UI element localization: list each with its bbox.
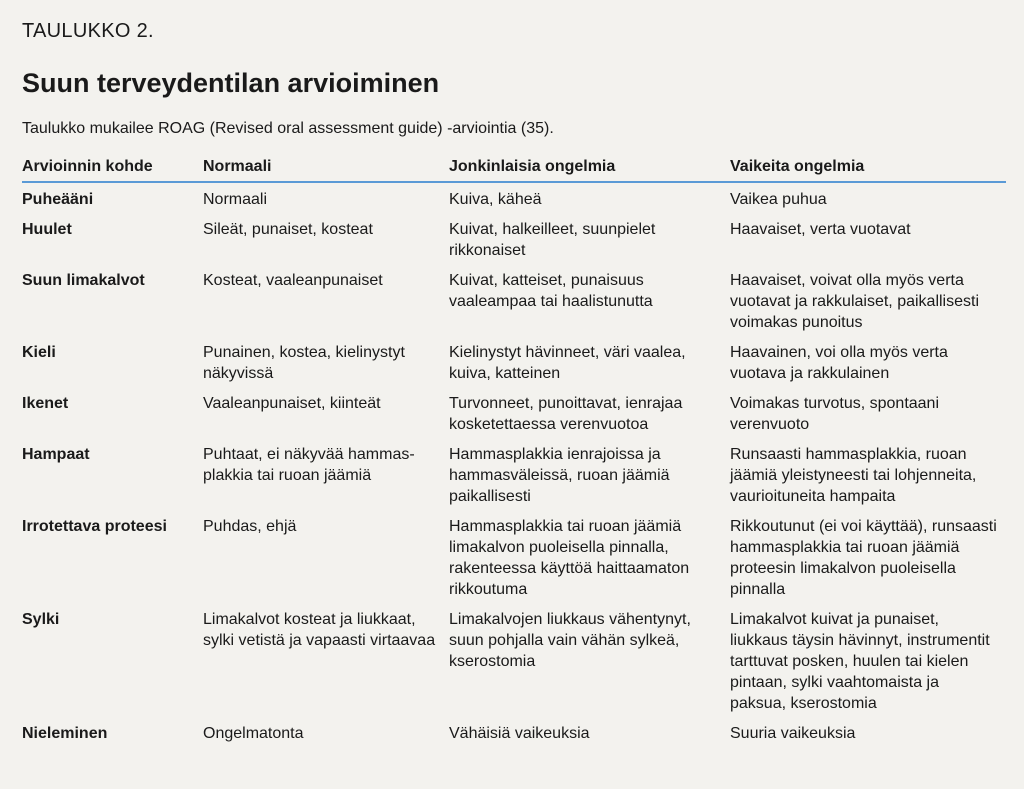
table-cell: Haavaiset, verta vuotavat: [730, 221, 911, 238]
table-cell: Haavaiset, voivat olla myös verta vuotavat ja rakkulaiset, paikallisesti voimakas punoitus: [730, 272, 980, 331]
table-cell: Sileät, punaiset, kosteat: [203, 221, 373, 238]
table-label: TAULUKKO 2.: [22, 20, 154, 42]
table-cell: Ongelmatonta: [203, 725, 304, 742]
table-row: [22, 609, 1006, 723]
table-cell: Puhtaat, ei näkyvää hammasplakkia tai ruoan jäämiä: [203, 446, 415, 484]
table-cell: Puhdas, ehjä: [203, 518, 297, 535]
table-cell: Vähäisiä vaikeuksia: [449, 725, 590, 742]
table-cell: Suuria vaikeuksia: [730, 725, 856, 742]
table-header-row: [22, 154, 1006, 182]
row-label: Nieleminen: [22, 725, 108, 742]
table-row: [22, 270, 1006, 342]
table-cell: Kuivat, katteiset, punaisuus vaaleampaa tai haalistunutta: [449, 272, 653, 310]
table-cell: Vaaleanpunaiset, kiinteät: [203, 395, 381, 412]
table-cell: Haavainen, voi olla myös verta vuotava ja rakkulainen: [730, 344, 948, 382]
table-cell: Punainen, kostea, kielinystyt näkyvissä: [203, 344, 405, 382]
column-header: Vaikeita ongelmia: [730, 154, 1006, 182]
table-cell: Kosteat, vaaleanpunaiset: [203, 272, 383, 289]
row-label: Hampaat: [22, 446, 90, 463]
row-label: Suun limakalvot: [22, 272, 145, 289]
table-cell: Limakalvojen liukkaus vähentynyt, suun pohjalla vain vähän sylkeä, kserostomia: [449, 611, 691, 670]
table-row: [22, 723, 1006, 753]
table-cell: Limakalvot kosteat ja liukkaat, sylki vetistä ja vapaasti virtaavaa: [203, 611, 436, 649]
row-label: Huulet: [22, 221, 72, 238]
table-cell: Kuivat, halkeilleet, suunpielet rikkonaiset: [449, 221, 656, 259]
row-label: Sylki: [22, 611, 60, 628]
table-row: [22, 393, 1006, 444]
row-label: Ikenet: [22, 395, 69, 412]
table-cell: Hammasplakkia tai ruoan jäämiä limakalvon puoleisella pinnalla, rakenteessa käyttöä haittaamaton rikkoutuma: [449, 518, 690, 598]
page-subtitle: Taulukko mukailee ROAG (Revised oral assessment guide) -arviointia (35).: [22, 120, 554, 137]
table-cell: Voimakas turvotus, spontaani verenvuoto: [730, 395, 940, 433]
table-row: [22, 182, 1006, 219]
column-header: Jonkinlaisia ongelmia: [449, 154, 730, 182]
table-row: [22, 342, 1006, 393]
table-row: [22, 444, 1006, 516]
table-cell: Runsaasti hammasplakkia, ruoan jäämiä yleistyneesti tai lohjenneita, vaurioituneita hampaita: [730, 446, 977, 505]
table-cell: Limakalvot kuivat ja punaiset, liukkaus täysin hävinnyt, instrumentit tarttuvat posken, huulen tai kielen pintaan, sylki vaahtomaista ja paksua, kserostomia: [730, 611, 990, 712]
row-label: Kieli: [22, 344, 56, 361]
table-cell: Normaali: [203, 191, 268, 208]
table-cell: Kuiva, käheä: [449, 191, 542, 208]
table-row: [22, 516, 1006, 609]
table-cell: Vaikea puhua: [730, 191, 827, 208]
table-cell: Hammasplakkia ienrajoissa ja hammasväleissä, ruoan jäämiä paikallisesti: [449, 446, 670, 505]
row-label: Irrotettava proteesi: [22, 518, 167, 535]
column-header: Arvioinnin kohde: [22, 154, 203, 182]
page-title: Suun terveydentilan arvioiminen: [22, 68, 440, 98]
table-cell: Rikkoutunut (ei voi käyttää), runsaasti hammasplakkia tai ruoan jäämiä proteesin limakalvon puoleisella pinnalla: [730, 518, 997, 598]
table-row: [22, 219, 1006, 270]
row-label: Puheääni: [22, 191, 94, 208]
column-header: Normaali: [203, 154, 449, 182]
table-cell: Turvonneet, punoittavat, ienrajaa kosketettaessa verenvuotoa: [449, 395, 683, 433]
assessment-table: [22, 154, 1006, 753]
table-cell: Kielinystyt hävinneet, väri vaalea, kuiva, katteinen: [449, 344, 686, 382]
